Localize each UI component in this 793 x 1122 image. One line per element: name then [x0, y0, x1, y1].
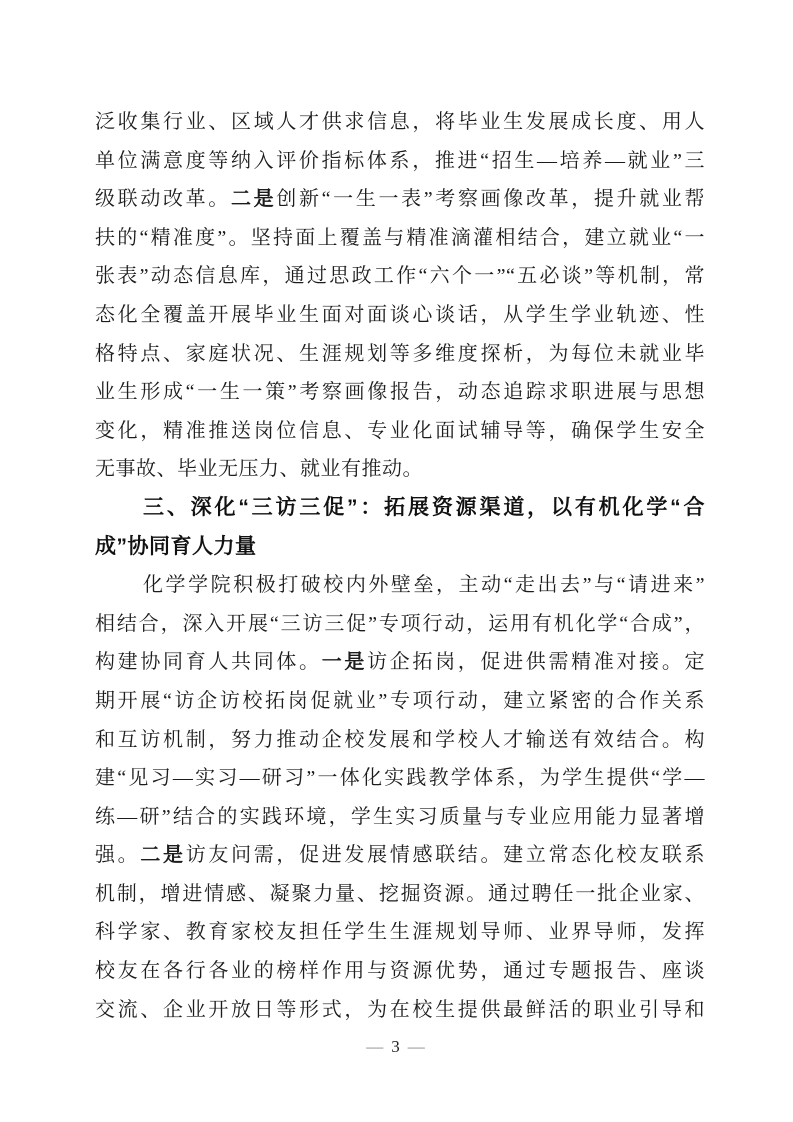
footer-dash-right: —	[407, 1037, 427, 1056]
text-run: 交流、企业开放日等形式，为在校生提供最鲜活的职业引导和	[95, 998, 705, 1021]
text-run: 级联动改革。	[95, 188, 231, 211]
body-line-1	[95, 103, 705, 142]
body-line-24	[95, 991, 705, 1030]
body-line-23	[95, 952, 705, 991]
body-line-18	[95, 759, 705, 798]
footer-dash-left: —	[366, 1037, 386, 1056]
page-number: 3	[391, 1037, 402, 1056]
text-run: 建“见习—实习—研习”一体化实践教学体系，为学生提供“学—	[95, 767, 705, 790]
body-line-3	[95, 180, 705, 219]
body-line-2	[95, 142, 705, 181]
body-line-22	[95, 913, 705, 952]
text-run: 格特点、家庭状况、生涯规划等多维度探析，为每位未就业毕	[95, 342, 705, 365]
body-line-7	[95, 335, 705, 374]
body-line-14	[95, 605, 705, 644]
body-line-10	[95, 450, 705, 489]
document-body	[95, 103, 705, 1029]
heading-line-12	[95, 528, 705, 567]
text-run: 访友问需，促进发展情感联结。建立常态化校友联系	[185, 844, 706, 867]
body-line-15	[95, 643, 705, 682]
text-run: 强。	[95, 844, 141, 867]
text-run: 泛收集行业、区域人才供求信息，将毕业生发展成长度、用人	[95, 111, 705, 133]
bold-text-run: 二是	[230, 188, 277, 211]
text-run: 构建协同育人共同体。	[95, 651, 322, 674]
text-run: 科学家、教育家校友担任学生生涯规划导师、业界导师，发挥	[95, 921, 705, 944]
text-run: 扶的“精准度”。坚持面上覆盖与精准滴灌相结合，建立就业“一	[95, 226, 705, 249]
text-run: 练—研”结合的实践环境，学生实习质量与专业应用能力显著增	[95, 805, 705, 828]
text-run: 校友在各行各业的榜样作用与资源优势，通过专题报告、座谈	[95, 960, 705, 983]
text-run: 访企拓岗，促进供需精准对接。定	[367, 651, 706, 674]
body-line-19	[95, 798, 705, 837]
body-line-5	[95, 257, 705, 296]
text-run: 业生形成“一生一策”考察画像报告，动态追踪求职进展与思想	[95, 381, 705, 404]
text-run: 张表”动态信息库，通过思政工作“六个一”“五必谈”等机制，常	[95, 265, 705, 288]
text-run: 和互访机制，努力推动企校发展和学校人才输送有效结合。构	[95, 728, 705, 751]
bold-text-run: 二是	[140, 844, 186, 867]
text-run: 单位满意度等纳入评价指标体系，推进“招生—培养—就业”三	[95, 149, 705, 172]
text-run: 变化，精准推送岗位信息、专业化面试辅导等，确保学生安全	[95, 419, 705, 442]
body-line-20	[95, 836, 705, 875]
body-line-8	[95, 373, 705, 412]
text-run: 态化全覆盖开展毕业生面对面谈心谈话，从学生学业轨迹、性	[95, 303, 705, 326]
text-run: 成”协同育人力量	[95, 534, 257, 558]
text-run: 化学学院积极打破校内外壁垒，主动“走出去”与“请进来”	[143, 574, 705, 597]
body-line-4	[95, 219, 705, 258]
body-line-16	[95, 682, 705, 721]
text-run: 三、深化“三访三促”：拓展资源渠道，以有机化学“合	[143, 495, 705, 519]
heading-line-11	[95, 489, 705, 528]
body-line-17	[95, 721, 705, 760]
text-run: 期开展“访企访校拓岗促就业”专项行动，建立紧密的合作关系	[95, 689, 705, 712]
body-line-9	[95, 412, 705, 451]
body-line-13	[95, 566, 705, 605]
page-footer	[0, 1034, 793, 1060]
bold-text-run: 一是	[321, 651, 368, 674]
text-run: 相结合，深入开展“三访三促”专项行动，运用有机化学“合成”，	[95, 612, 705, 635]
text-run: 无事故、毕业无压力、就业有推动。	[95, 458, 423, 481]
body-line-21	[95, 875, 705, 914]
text-run: 机制，增进情感、凝聚力量、挖掘资源。通过聘任一批企业家、	[95, 882, 705, 905]
body-line-6	[95, 296, 705, 335]
text-run: 创新“一生一表”考察画像改革，提升就业帮	[276, 188, 706, 211]
